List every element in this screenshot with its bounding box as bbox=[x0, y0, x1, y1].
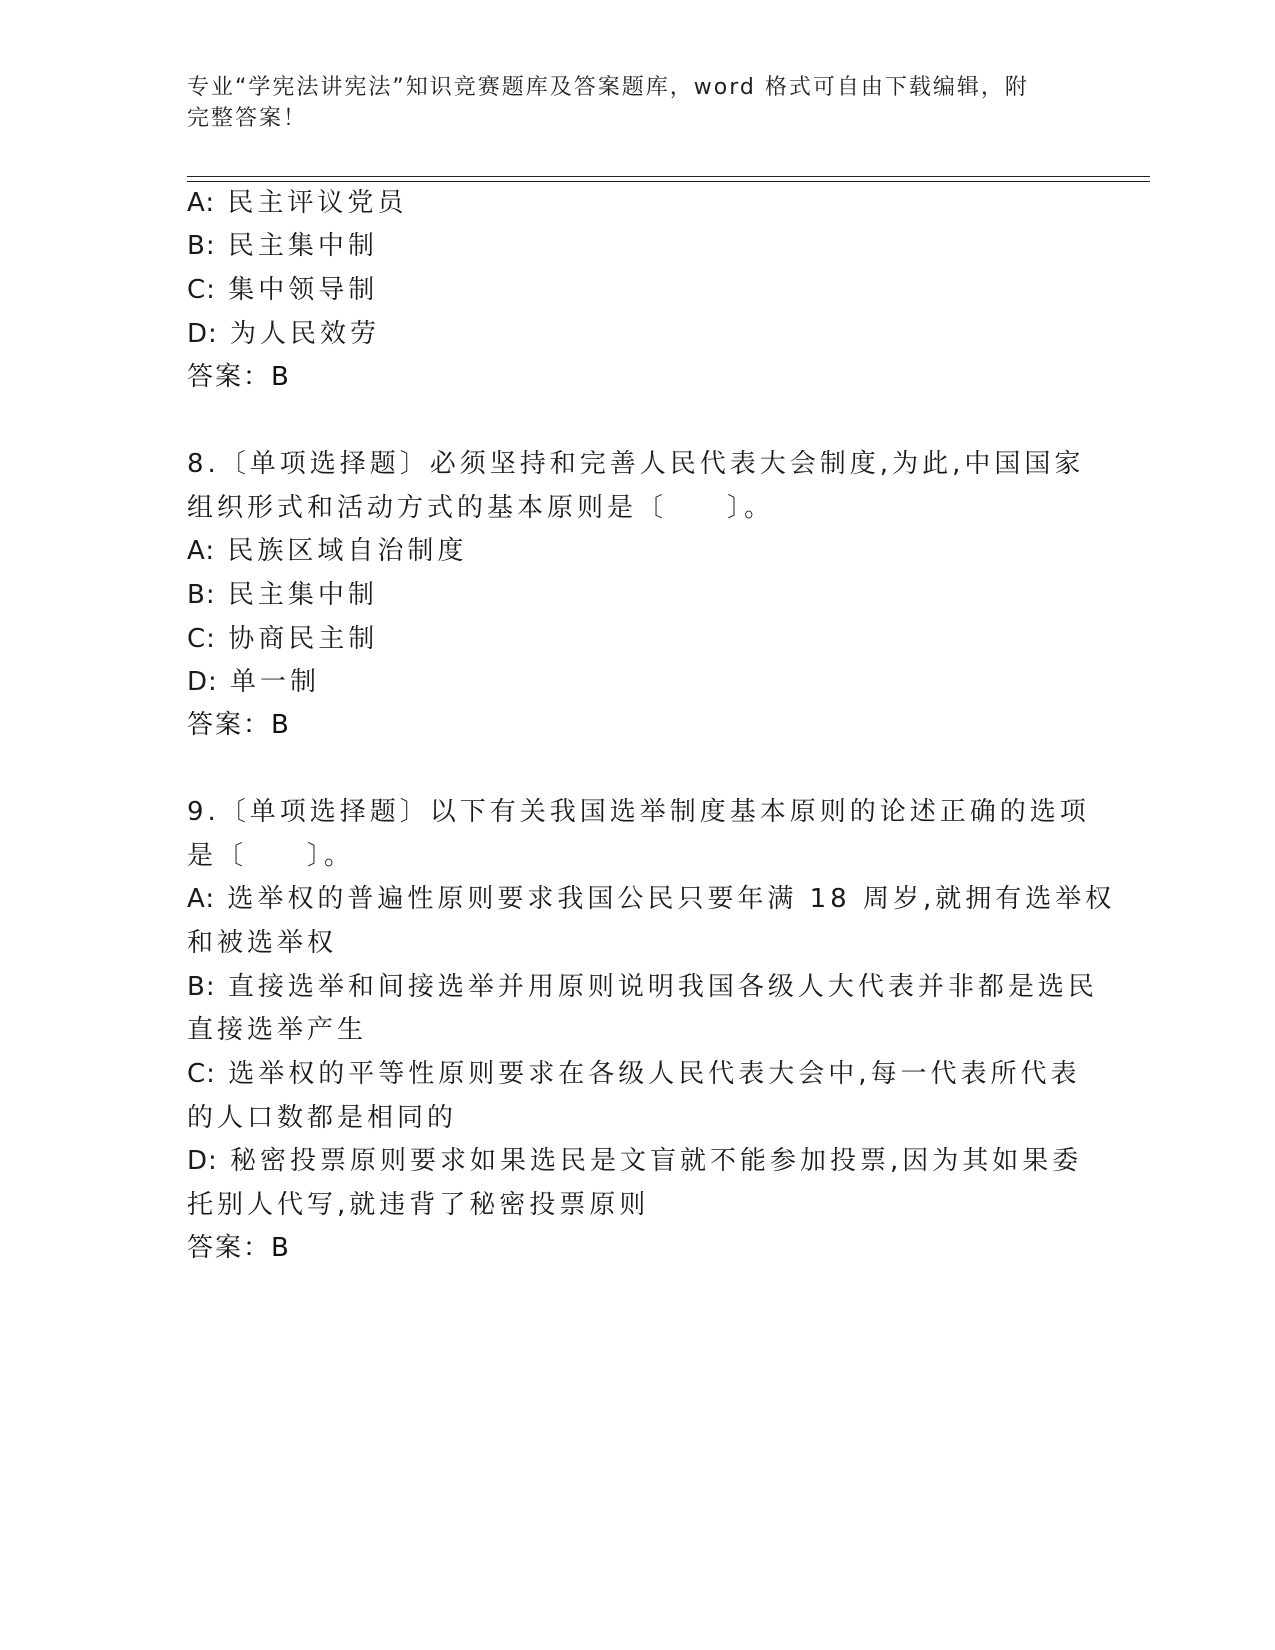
option-text: 民主评议党员 bbox=[227, 188, 408, 218]
q9-option-b bbox=[187, 971, 1098, 1003]
option-label: D: bbox=[187, 1146, 218, 1176]
option-label: D: bbox=[187, 319, 218, 349]
option-label: A: bbox=[187, 536, 216, 566]
option-label: D: bbox=[187, 667, 218, 697]
option-label: C: bbox=[187, 1059, 216, 1089]
q8-answer: 答案：B bbox=[187, 710, 291, 740]
option-text: 民族区域自治制度 bbox=[227, 536, 468, 566]
document-header bbox=[187, 72, 1067, 134]
q9-option-d bbox=[187, 1145, 1082, 1177]
q8-stem-line-2: 组织形式和活动方式的基本原则是〔 〕。 bbox=[187, 493, 775, 523]
q8-option-d bbox=[187, 666, 320, 698]
q9-option-c-continued: 的人口数都是相同的 bbox=[187, 1103, 458, 1133]
q8-stem-line-1: 8.〔单项选择题〕必须坚持和完善人民代表大会制度,为此,中国国家 bbox=[187, 449, 1085, 479]
option-label: A: bbox=[187, 884, 216, 914]
q9-option-a-continued: 和被选举权 bbox=[187, 928, 338, 958]
option-label: B: bbox=[187, 580, 216, 610]
option-text: 直接选举和间接选举并用原则说明我国各级人大代表并非都是选民 bbox=[227, 972, 1098, 1002]
q9-option-b-continued: 直接选举产生 bbox=[187, 1015, 368, 1045]
q8-option-c bbox=[187, 623, 378, 655]
option-text: 选举权的普遍性原则要求我国公民只要年满 18 周岁,就拥有选举权 bbox=[227, 884, 1116, 914]
option-text: 为人民效劳 bbox=[230, 319, 381, 349]
header-rule-top bbox=[187, 176, 1150, 177]
q9-stem-line-2: 是〔 〕。 bbox=[187, 841, 355, 871]
q9-option-c bbox=[187, 1058, 1080, 1090]
q7-answer: 答案：B bbox=[187, 362, 291, 392]
q9-stem-line-1: 9.〔单项选择题〕以下有关我国选举制度基本原则的论述正确的选项 bbox=[187, 797, 1090, 827]
q9-option-a bbox=[187, 883, 1115, 915]
option-label: B: bbox=[187, 231, 216, 261]
q7-option-b bbox=[187, 230, 378, 262]
option-text: 选举权的平等性原则要求在各级人民代表大会中,每一代表所代表 bbox=[228, 1059, 1081, 1089]
q7-option-c bbox=[187, 274, 378, 306]
q9-answer: 答案：B bbox=[187, 1233, 291, 1263]
option-label: A: bbox=[187, 188, 216, 218]
header-line-1: 专业“学宪法讲宪法”知识竞赛题库及答案题库，word 格式可自由下载编辑，附 bbox=[187, 75, 1029, 100]
q7-option-d bbox=[187, 318, 380, 350]
option-label: B: bbox=[187, 972, 216, 1002]
option-text: 单一制 bbox=[230, 667, 321, 697]
header-line-2: 完整答案！ bbox=[187, 106, 308, 131]
option-text: 协商民主制 bbox=[228, 624, 379, 654]
q8-option-b bbox=[187, 579, 378, 611]
q9-option-d-continued: 托别人代写,就违背了秘密投票原则 bbox=[187, 1190, 650, 1220]
option-text: 民主集中制 bbox=[227, 580, 378, 610]
option-text: 集中领导制 bbox=[228, 275, 379, 305]
q8-option-a bbox=[187, 535, 467, 567]
q7-option-a bbox=[187, 187, 407, 219]
option-text: 民主集中制 bbox=[227, 231, 378, 261]
option-label: C: bbox=[187, 624, 216, 654]
header-rule-bottom bbox=[187, 181, 1150, 182]
option-text: 秘密投票原则要求如果选民是文盲就不能参加投票,因为其如果委 bbox=[230, 1146, 1083, 1176]
option-label: C: bbox=[187, 275, 216, 305]
